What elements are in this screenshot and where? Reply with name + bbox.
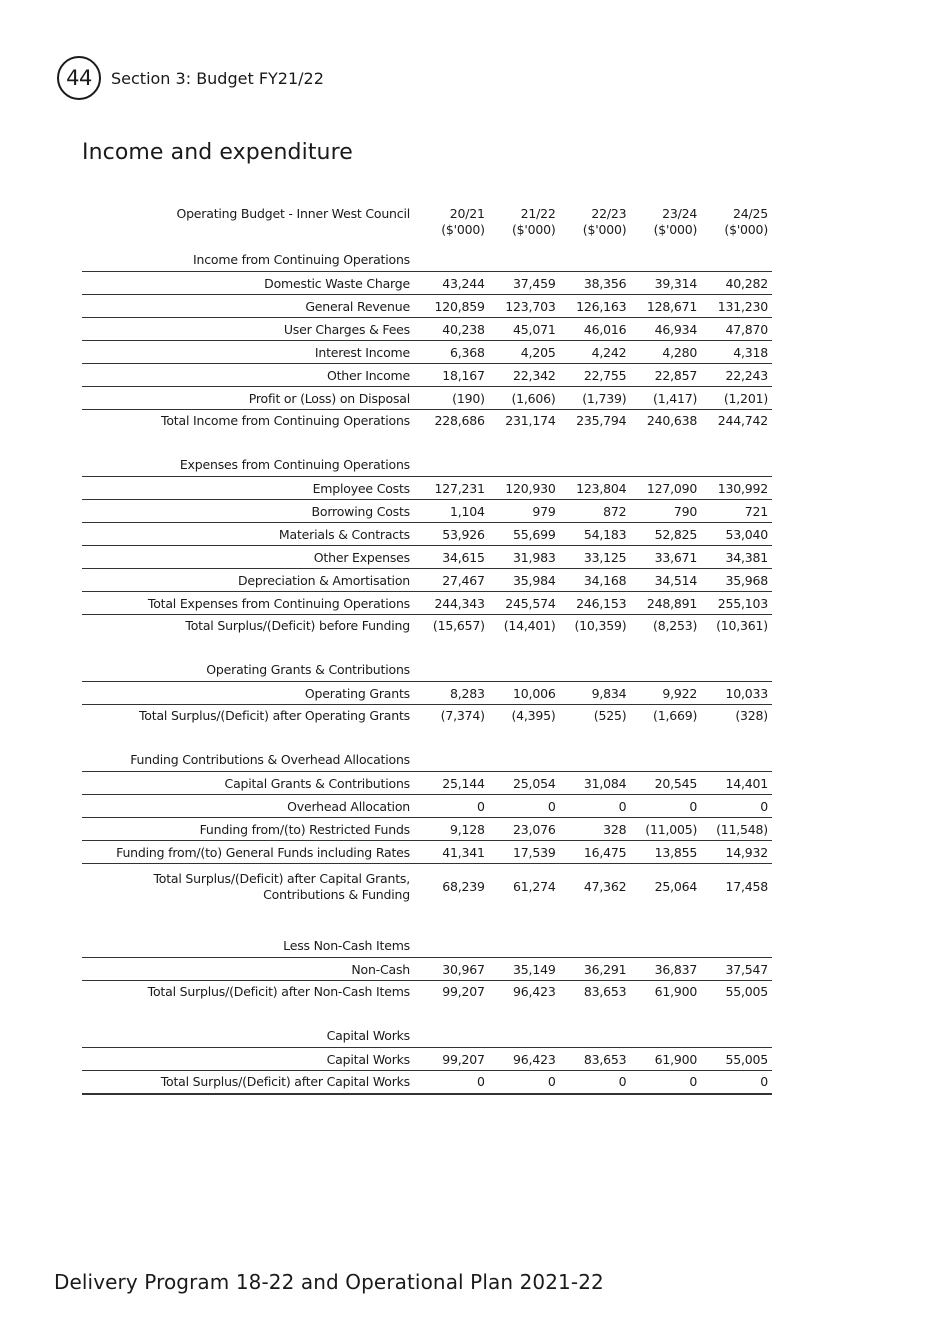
cell-value: 25,064 — [654, 879, 698, 894]
cell-value: 248,891 — [630, 592, 701, 615]
cell-value: 37,547 — [701, 958, 772, 981]
empty-cell — [489, 659, 560, 682]
cell-value: 46,934 — [630, 318, 701, 341]
empty-cell — [630, 454, 701, 477]
cell-value: 0 — [630, 1071, 701, 1095]
cell-value: (10,359) — [574, 618, 627, 633]
row-label: Borrowing Costs — [82, 500, 418, 523]
row-label: Total Expenses from Continuing Operations — [82, 592, 418, 615]
empty-cell — [418, 659, 489, 682]
spacer-cell — [82, 727, 772, 749]
cell-value: (10,361) — [716, 618, 768, 633]
row-label-line: Total Surplus/(Deficit) after Capital Grants, — [153, 871, 410, 886]
cell-value: 47,362 — [583, 879, 627, 894]
cell-value: 131,230 — [701, 295, 772, 318]
cell-value: 721 — [701, 500, 772, 523]
cell-value: 22,755 — [560, 364, 631, 387]
cell-value: 83,653 — [560, 1048, 631, 1071]
cell-value: 123,703 — [489, 295, 560, 318]
cell-value: 0 — [701, 1071, 772, 1095]
empty-cell — [701, 659, 772, 682]
row-label — [82, 864, 418, 908]
row-label: Total Surplus/(Deficit) after Capital Works — [82, 1071, 418, 1095]
column-unit: ($'000) — [724, 222, 768, 237]
cell-value: 31,983 — [489, 546, 560, 569]
cell-value: 33,671 — [630, 546, 701, 569]
table-row — [82, 682, 772, 705]
cell-value: 16,475 — [560, 841, 631, 864]
cell-value: 1,104 — [418, 500, 489, 523]
column-unit: ($'000) — [441, 222, 485, 237]
cell-value: 96,423 — [513, 984, 556, 999]
table-row — [82, 477, 772, 500]
cell-value: 18,167 — [418, 364, 489, 387]
cell-value: 328 — [560, 818, 631, 841]
column-unit: ($'000) — [653, 222, 698, 237]
table-row — [82, 341, 772, 364]
empty-cell — [701, 454, 772, 477]
cell-value: 17,458 — [725, 879, 768, 894]
total-row — [82, 705, 772, 728]
empty-cell — [489, 454, 560, 477]
cell-value: 27,467 — [418, 569, 489, 592]
cell-value: 979 — [489, 500, 560, 523]
spacer-cell — [82, 907, 772, 935]
cell-value: 130,992 — [701, 477, 772, 500]
cell-value: (15,657) — [432, 618, 485, 633]
empty-cell — [418, 749, 489, 772]
row-label: Employee Costs — [82, 477, 418, 500]
spacer-row — [82, 1003, 772, 1025]
cell-value: 0 — [489, 1071, 560, 1095]
column-unit: ($'000) — [511, 222, 556, 237]
cell-value: 37,459 — [489, 272, 560, 295]
cell-value: 244,742 — [717, 413, 768, 428]
cell-value: (11,005) — [630, 818, 701, 841]
table-row — [82, 592, 772, 615]
spacer-row — [82, 432, 772, 454]
cell-value: 120,859 — [418, 295, 489, 318]
cell-value: 10,033 — [701, 682, 772, 705]
cell-value: 35,149 — [489, 958, 560, 981]
row-label: Domestic Waste Charge — [82, 272, 418, 295]
cell-value: 6,368 — [418, 341, 489, 364]
cell-value: 39,314 — [630, 272, 701, 295]
table-row — [82, 318, 772, 341]
empty-cell — [560, 248, 631, 272]
cell-value: 4,205 — [489, 341, 560, 364]
spacer-cell — [82, 637, 772, 659]
cell-value: 34,168 — [560, 569, 631, 592]
cell-value: 36,291 — [560, 958, 631, 981]
table-row — [82, 841, 772, 864]
cell-value: 22,243 — [701, 364, 772, 387]
cell-value: 9,834 — [560, 682, 631, 705]
row-label: Depreciation & Amortisation — [82, 569, 418, 592]
empty-cell — [560, 659, 631, 682]
table-row — [82, 523, 772, 546]
cell-value: 25,054 — [489, 772, 560, 795]
cell-value: 33,125 — [560, 546, 631, 569]
spacer-cell — [82, 432, 772, 454]
cell-value: 47,870 — [701, 318, 772, 341]
row-label: User Charges & Fees — [82, 318, 418, 341]
cell-value: 31,084 — [560, 772, 631, 795]
cell-value: 0 — [560, 795, 631, 818]
total-row — [82, 1071, 772, 1095]
row-label: Other Income — [82, 364, 418, 387]
empty-cell — [701, 749, 772, 772]
corner-label: Operating Budget - Inner West Council — [176, 206, 410, 221]
column-header-2021 — [418, 206, 489, 248]
cell-value: 4,318 — [701, 341, 772, 364]
column-header-2324 — [630, 206, 701, 248]
cell-value: 40,238 — [418, 318, 489, 341]
row-label: Non-Cash — [82, 958, 418, 981]
row-label: Interest Income — [82, 341, 418, 364]
cell-value: 0 — [418, 795, 489, 818]
group-heading: Funding Contributions & Overhead Allocations — [82, 749, 418, 772]
table-row — [82, 387, 772, 410]
table-row — [82, 272, 772, 295]
cell-value: 10,006 — [489, 682, 560, 705]
empty-cell — [701, 1025, 772, 1048]
group-heading: Less Non-Cash Items — [82, 935, 418, 958]
column-year: 20/21 — [449, 206, 485, 221]
column-year: 21/22 — [520, 206, 556, 221]
cell-value: (1,606) — [489, 387, 560, 410]
cell-value: 240,638 — [646, 413, 698, 428]
cell-value: 36,837 — [630, 958, 701, 981]
page-header — [57, 56, 324, 100]
cell-value: 22,857 — [630, 364, 701, 387]
cell-value: 228,686 — [434, 413, 485, 428]
column-year: 22/23 — [591, 206, 627, 221]
empty-cell — [560, 935, 631, 958]
cell-value: 35,984 — [489, 569, 560, 592]
row-label: Total Surplus/(Deficit) after Non-Cash Items — [147, 984, 410, 999]
cell-value: 244,343 — [418, 592, 489, 615]
row-label-line: Contributions & Funding — [263, 887, 410, 902]
row-label: Materials & Contracts — [82, 523, 418, 546]
cell-value: 34,514 — [630, 569, 701, 592]
row-label: Capital Works — [82, 1048, 418, 1071]
table-row — [82, 569, 772, 592]
cell-value: 14,401 — [701, 772, 772, 795]
cell-value: 96,423 — [489, 1048, 560, 1071]
empty-cell — [489, 749, 560, 772]
group-heading: Income from Continuing Operations — [82, 248, 418, 272]
group-heading-row — [82, 935, 772, 958]
cell-value: 0 — [489, 795, 560, 818]
cell-value: (328) — [735, 708, 768, 723]
table-row — [82, 772, 772, 795]
cell-value: 9,922 — [630, 682, 701, 705]
empty-cell — [701, 935, 772, 958]
empty-cell — [560, 1025, 631, 1048]
table-row — [82, 546, 772, 569]
cell-value: 46,016 — [560, 318, 631, 341]
group-heading-row — [82, 659, 772, 682]
empty-cell — [418, 1025, 489, 1048]
cell-value: 55,699 — [489, 523, 560, 546]
total-row — [82, 864, 772, 908]
cell-value: (14,401) — [503, 618, 556, 633]
cell-value: 52,825 — [630, 523, 701, 546]
cell-value: 34,381 — [701, 546, 772, 569]
cell-value: (8,253) — [653, 618, 698, 633]
column-header-2122 — [489, 206, 560, 248]
cell-value: 53,926 — [418, 523, 489, 546]
page-title: Income and expenditure — [82, 140, 353, 165]
table-header-row — [82, 206, 772, 248]
cell-value: 30,967 — [418, 958, 489, 981]
cell-value: 0 — [418, 1071, 489, 1095]
group-heading-row — [82, 749, 772, 772]
cell-value: 41,341 — [418, 841, 489, 864]
cell-value: (11,548) — [701, 818, 772, 841]
cell-value: 127,090 — [630, 477, 701, 500]
cell-value: 123,804 — [560, 477, 631, 500]
empty-cell — [630, 935, 701, 958]
cell-value: 22,342 — [489, 364, 560, 387]
spacer-row — [82, 637, 772, 659]
cell-value: 25,144 — [418, 772, 489, 795]
cell-value: 61,900 — [654, 984, 698, 999]
cell-value: 23,076 — [489, 818, 560, 841]
cell-value: 17,539 — [489, 841, 560, 864]
cell-value: 0 — [630, 795, 701, 818]
total-row — [82, 615, 772, 638]
cell-value: 35,968 — [701, 569, 772, 592]
cell-value: (7,374) — [440, 708, 485, 723]
cell-value: 246,153 — [560, 592, 631, 615]
spacer-cell — [82, 1003, 772, 1025]
budget-table — [82, 206, 772, 1095]
cell-value: 99,207 — [418, 1048, 489, 1071]
row-label: General Revenue — [82, 295, 418, 318]
column-year: 24/25 — [732, 206, 768, 221]
empty-cell — [630, 248, 701, 272]
row-label: Total Income from Continuing Operations — [161, 413, 410, 428]
total-row — [82, 981, 772, 1004]
row-label: Profit or (Loss) on Disposal — [82, 387, 418, 410]
column-header-2425 — [701, 206, 772, 248]
cell-value: 126,163 — [560, 295, 631, 318]
empty-cell — [418, 454, 489, 477]
row-label: Capital Grants & Contributions — [82, 772, 418, 795]
row-label: Other Expenses — [82, 546, 418, 569]
cell-value: 61,274 — [513, 879, 556, 894]
table-row — [82, 795, 772, 818]
cell-value: 4,280 — [630, 341, 701, 364]
empty-cell — [630, 659, 701, 682]
cell-value: 231,174 — [505, 413, 556, 428]
cell-value: 9,128 — [418, 818, 489, 841]
cell-value: (190) — [418, 387, 489, 410]
cell-value: 43,244 — [418, 272, 489, 295]
cell-value: 68,239 — [442, 879, 485, 894]
table-row — [82, 1048, 772, 1071]
group-heading-row — [82, 1025, 772, 1048]
empty-cell — [560, 749, 631, 772]
spacer-row — [82, 727, 772, 749]
column-year: 23/24 — [662, 206, 698, 221]
row-label: Funding from/(to) Restricted Funds — [82, 818, 418, 841]
cell-value: 54,183 — [560, 523, 631, 546]
cell-value: 13,855 — [630, 841, 701, 864]
table-row — [82, 364, 772, 387]
cell-value: (4,395) — [511, 708, 556, 723]
column-unit: ($'000) — [582, 222, 627, 237]
empty-cell — [560, 454, 631, 477]
empty-cell — [489, 935, 560, 958]
cell-value: (1,669) — [653, 708, 698, 723]
cell-value: 34,615 — [418, 546, 489, 569]
cell-value: 245,574 — [489, 592, 560, 615]
empty-cell — [701, 248, 772, 272]
table-row — [82, 818, 772, 841]
table-row — [82, 958, 772, 981]
cell-value: 61,900 — [630, 1048, 701, 1071]
cell-value: 128,671 — [630, 295, 701, 318]
row-label: Funding from/(to) General Funds including Rates — [82, 841, 418, 864]
cell-value: 0 — [560, 1071, 631, 1095]
cell-value: 872 — [560, 500, 631, 523]
empty-cell — [489, 1025, 560, 1048]
empty-cell — [489, 248, 560, 272]
cell-value: 120,930 — [489, 477, 560, 500]
row-label: Overhead Allocation — [82, 795, 418, 818]
cell-value: 38,356 — [560, 272, 631, 295]
cell-value: 55,005 — [701, 1048, 772, 1071]
cell-value: 4,242 — [560, 341, 631, 364]
cell-value: 83,653 — [583, 984, 627, 999]
section-title: Section 3: Budget FY21/22 — [111, 68, 324, 88]
group-heading-row — [82, 454, 772, 477]
empty-cell — [418, 248, 489, 272]
cell-value: 55,005 — [725, 984, 768, 999]
row-label: Total Surplus/(Deficit) after Operating Grants — [138, 708, 410, 723]
cell-value: 255,103 — [701, 592, 772, 615]
cell-value: 127,231 — [418, 477, 489, 500]
total-row — [82, 410, 772, 433]
cell-value: 14,932 — [701, 841, 772, 864]
cell-value: 8,283 — [418, 682, 489, 705]
empty-cell — [630, 1025, 701, 1048]
empty-cell — [418, 935, 489, 958]
cell-value: 53,040 — [701, 523, 772, 546]
cell-value: 40,282 — [701, 272, 772, 295]
cell-value: (1,417) — [630, 387, 701, 410]
spacer-row — [82, 907, 772, 935]
group-heading-row — [82, 248, 772, 272]
column-header-2223 — [560, 206, 631, 248]
group-heading: Capital Works — [82, 1025, 418, 1048]
page-footer: Delivery Program 18-22 and Operational Plan 2021-22 — [54, 1270, 604, 1294]
cell-value: (1,739) — [560, 387, 631, 410]
row-label: Total Surplus/(Deficit) before Funding — [185, 618, 410, 633]
cell-value: 790 — [630, 500, 701, 523]
cell-value: 20,545 — [630, 772, 701, 795]
row-label: Operating Grants — [82, 682, 418, 705]
cell-value: (1,201) — [701, 387, 772, 410]
table-row — [82, 295, 772, 318]
cell-value: 99,207 — [442, 984, 485, 999]
group-heading: Expenses from Continuing Operations — [82, 454, 418, 477]
page-number-badge: 44 — [57, 56, 101, 100]
empty-cell — [630, 749, 701, 772]
cell-value: 235,794 — [576, 413, 627, 428]
cell-value: 0 — [701, 795, 772, 818]
table-row — [82, 500, 772, 523]
cell-value: (525) — [593, 708, 627, 723]
cell-value: 45,071 — [489, 318, 560, 341]
group-heading: Operating Grants & Contributions — [82, 659, 418, 682]
